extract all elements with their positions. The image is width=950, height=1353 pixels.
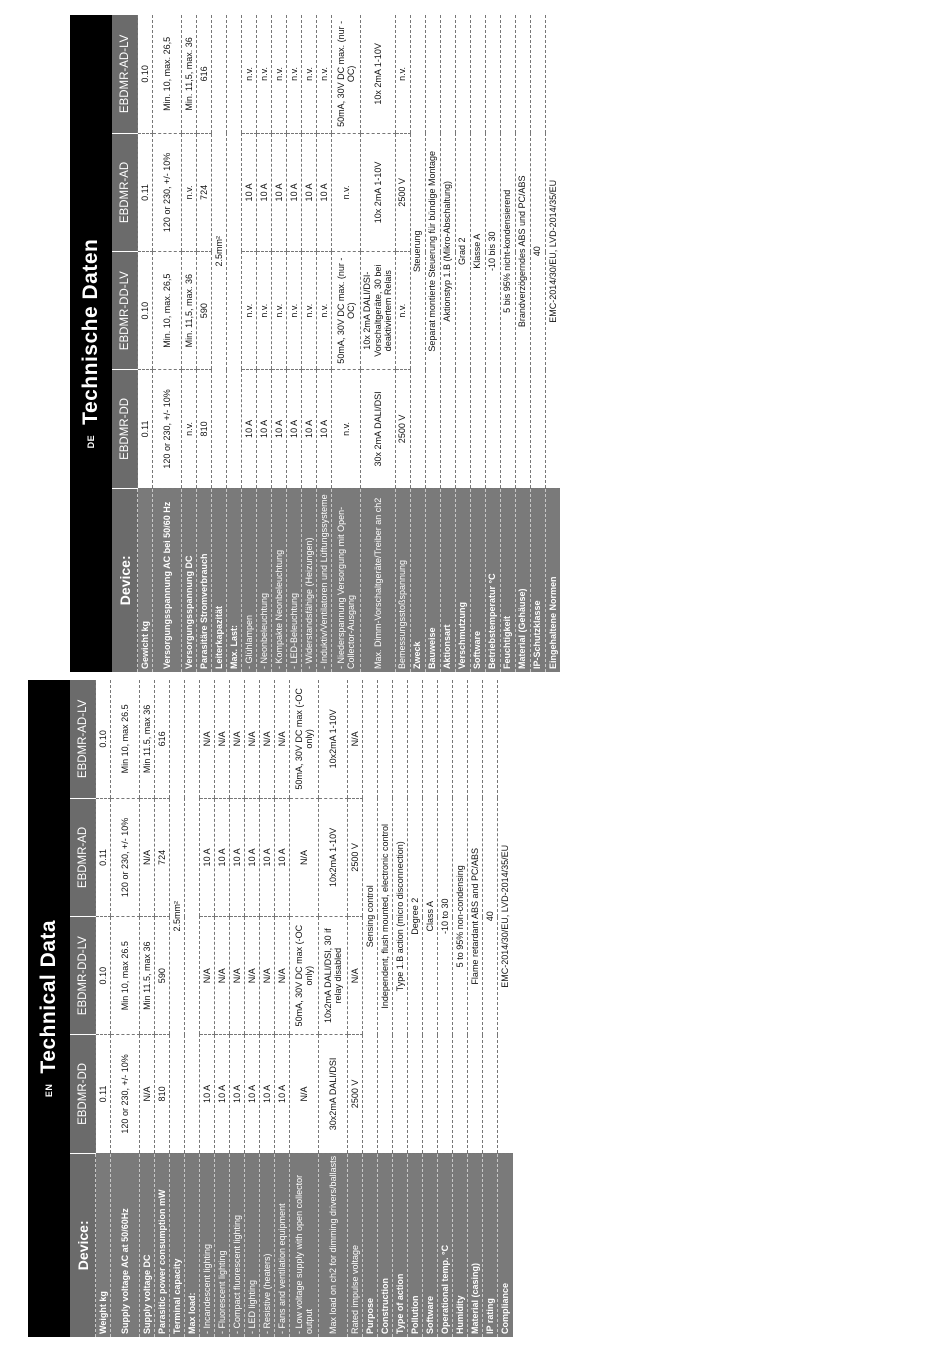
table-row [257, 15, 272, 672]
value-cell: 120 or 230, +/- 10% [153, 133, 182, 251]
spanning-value-cell: Steuerung [410, 15, 425, 488]
row-label: - Kompakte Neonbeleuchtung [272, 488, 287, 672]
value-cell: N/A [260, 917, 275, 1035]
value-cell: Min 10, max 26.5 [111, 917, 140, 1035]
row-label: Bemessungsstoßspannung [395, 488, 410, 672]
value-cell: 30x2mA DALI/DSI [319, 1035, 348, 1153]
value-cell: Min. 11,5, max. 36 [182, 15, 197, 133]
value-cell: N/A [275, 680, 290, 798]
value-cell: N/A [140, 1035, 155, 1153]
value-cell: 10 A [260, 798, 275, 916]
value-cell: N/A [215, 917, 230, 1035]
banner [70, 15, 112, 672]
spanning-value-cell: Sensing control [363, 680, 378, 1153]
value-cell: n.v. [182, 133, 197, 251]
row-label: Construction [378, 1153, 393, 1337]
value-cell: N/A [348, 917, 363, 1035]
spanning-value-cell: 5 to 95% non-condensing [453, 680, 468, 1153]
value-cell: 616 [155, 680, 170, 798]
table-row [96, 680, 111, 1337]
value-cell: 2500 V [348, 798, 363, 916]
value-cell: 10 A [215, 1035, 230, 1153]
value-cell: 50mA, 30V DC max (-OC only) [290, 680, 319, 798]
value-cell: Min. 10, max. 26,5 [153, 15, 182, 133]
row-label: - Fans and ventilation equipment [275, 1153, 290, 1337]
value-cell: 0.10 [96, 680, 111, 798]
spanning-value-cell: EMC-2014/30/EU, LVD-2014/35/EU [498, 680, 513, 1153]
value-cell: Min. 11,5, max. 36 [182, 252, 197, 370]
table-row [332, 15, 361, 672]
value-cell: Min. 10, max. 26,5 [153, 252, 182, 370]
table-row [363, 680, 378, 1337]
table-row [302, 15, 317, 672]
row-label: Versorgungsspannung AC bei 50/60 Hz [153, 488, 182, 672]
header-row [70, 680, 96, 1337]
table-row [408, 680, 423, 1337]
value-cell: n.v. [257, 15, 272, 133]
value-cell: 590 [197, 252, 212, 370]
row-label: Software [423, 1153, 438, 1337]
table-row [245, 680, 260, 1337]
value-cell: n.v. [287, 15, 302, 133]
row-label: IP-Schutzklasse [530, 488, 545, 672]
table-row [153, 15, 182, 672]
row-label: Purpose [363, 1153, 378, 1337]
row-label: Leiterkapazität [212, 488, 227, 672]
value-cell: n.v. [272, 252, 287, 370]
spanning-value-cell: EMC-2014/30/EU, LVD-2014/35/EU [545, 15, 560, 488]
value-cell: 10 A [317, 370, 332, 488]
value-cell: 50mA, 30V DC max. (nur -OC) [332, 252, 361, 370]
row-label: Material (casing) [468, 1153, 483, 1337]
value-cell: 10 A [200, 1035, 215, 1153]
value-cell: 10 A [257, 370, 272, 488]
table-row [230, 680, 245, 1337]
value-cell: 10 A [257, 133, 272, 251]
spanning-value-cell: Separat montierte Steuerung für bündige Montage [425, 15, 440, 488]
spanning-value-cell: 5 bis 95% nicht-kondensierend [500, 15, 515, 488]
table-row [170, 680, 185, 1337]
banner [28, 680, 70, 1337]
row-label: Max. Dimm-Vorschaltgeräte/Treiber an ch2 [361, 488, 396, 672]
value-cell: 10x 2mA DALI/DSI-Vorschaltgeräte, 30 bei deaktiviertem Relais [361, 252, 396, 370]
row-label: Aktionsart [440, 488, 455, 672]
value-cell: 10x 2mA 1-10V [361, 15, 396, 133]
value-cell: 2500 V [395, 370, 410, 488]
row-label: Eingehaltene Normen [545, 488, 560, 672]
table-row [455, 15, 470, 672]
value-cell: N/A [230, 917, 245, 1035]
row-label: Supply voltage AC at 50/60Hz [111, 1153, 140, 1337]
table-row [319, 680, 348, 1337]
table-row [111, 680, 140, 1337]
table-row [242, 15, 257, 672]
empty-cell [227, 15, 242, 488]
row-label: Gewicht kg [138, 488, 153, 672]
value-cell: N/A [245, 680, 260, 798]
table-row [290, 680, 319, 1337]
model-header: EBDMR-AD-LV [70, 680, 96, 798]
row-label: Software [470, 488, 485, 672]
model-header: EBDMR-AD-LV [112, 15, 138, 133]
value-cell: n.v. [257, 252, 272, 370]
row-label: Supply voltage DC [140, 1153, 155, 1337]
row-label: - Neonbeleuchtung [257, 488, 272, 672]
table-row [438, 680, 453, 1337]
table-row [348, 680, 363, 1337]
value-cell: 10 A [302, 370, 317, 488]
spanning-value-cell: 40 [530, 15, 545, 488]
row-label: Weight kg [96, 1153, 111, 1337]
spanning-value-cell: Type 1.B action (micro disconnection) [393, 680, 408, 1153]
table-row [485, 15, 500, 672]
value-cell: 50mA, 30V DC max (-OC only) [290, 917, 319, 1035]
table-row [227, 15, 242, 672]
value-cell: 2500 V [395, 133, 410, 251]
value-cell: 10x2mA DALI/DSI, 30 if relay disabled [319, 917, 348, 1035]
value-cell: 616 [197, 15, 212, 133]
empty-cell [185, 680, 200, 1153]
row-label: - Low voltage supply with open collector output [290, 1153, 319, 1337]
value-cell: 10 A [272, 133, 287, 251]
row-label: Rated impulse voltage [348, 1153, 363, 1337]
table-row [361, 15, 396, 672]
table-row [453, 680, 468, 1337]
value-cell: n.v. [182, 370, 197, 488]
value-cell: n.v. [272, 15, 287, 133]
value-cell: 0.11 [96, 798, 111, 916]
table-row [410, 15, 425, 672]
spanning-value-cell: Aktionstyp 1.B (Mikro-Abschaltung) [440, 15, 455, 488]
spanning-value-cell: Degree 2 [408, 680, 423, 1153]
row-label: - Resistive (heaters) [260, 1153, 275, 1337]
spanning-value-cell: -10 bis 30 [485, 15, 500, 488]
spanning-value-cell: Independent, flush mounted, electronic control [378, 680, 393, 1153]
value-cell: N/A [140, 798, 155, 916]
row-label: - LED lighting [245, 1153, 260, 1337]
value-cell: n.v. [317, 252, 332, 370]
model-header: EBDMR-DD-LV [112, 252, 138, 370]
spanning-value-cell: Grad 2 [455, 15, 470, 488]
spanning-value-cell: Klasse A [470, 15, 485, 488]
value-cell: 810 [155, 1035, 170, 1153]
value-cell: N/A [245, 917, 260, 1035]
row-label: Type of action [393, 1153, 408, 1337]
table-row [378, 680, 393, 1337]
value-cell: n.v. [317, 15, 332, 133]
value-cell: n.v. [395, 15, 410, 133]
value-cell: 10 A [230, 1035, 245, 1153]
value-cell: 10x2mA 1-10V [319, 798, 348, 916]
value-cell: 0.10 [96, 917, 111, 1035]
table-row [515, 15, 530, 672]
table-row [200, 680, 215, 1337]
value-cell: N/A [290, 798, 319, 916]
value-cell: N/A [230, 680, 245, 798]
value-cell: 590 [155, 917, 170, 1035]
value-cell: 120 or 230, +/- 10% [111, 798, 140, 916]
device-header: Device: [70, 1153, 96, 1337]
model-header: EBDMR-DD [112, 370, 138, 488]
spanning-value-cell: Class A [423, 680, 438, 1153]
row-label: Verschmutzung [455, 488, 470, 672]
value-cell: 10 A [242, 133, 257, 251]
value-cell: N/A [200, 680, 215, 798]
table-row [215, 680, 230, 1337]
table-row [185, 680, 200, 1337]
value-cell: 2500 V [348, 1035, 363, 1153]
spanning-value-cell: Flame retardant ABS and PC/ABS [468, 680, 483, 1153]
table-row [287, 15, 302, 672]
device-header: Device: [112, 488, 138, 672]
spanning-value-cell: -10 to 30 [438, 680, 453, 1153]
value-cell: 724 [155, 798, 170, 916]
row-label: Feuchtigkeit [500, 488, 515, 672]
value-cell: 10x 2mA 1-10V [361, 133, 396, 251]
value-cell: n.v. [332, 133, 361, 251]
row-label: - Fluorescent lighting [215, 1153, 230, 1337]
spec-table [70, 680, 513, 1337]
value-cell: 120 or 230, +/- 10% [111, 1035, 140, 1153]
value-cell: 10x2mA 1-10V [319, 680, 348, 798]
model-header: EBDMR-AD [70, 798, 96, 916]
value-cell: N/A [200, 917, 215, 1035]
value-cell: 0.10 [138, 252, 153, 370]
row-label: Max. Last: [227, 488, 242, 672]
table-row [500, 15, 515, 672]
row-label: IP rating [483, 1153, 498, 1337]
value-cell: 50mA, 30V DC max. (nur -OC) [332, 15, 361, 133]
row-label: Max load on ch2 for dimming drivers/ballasts [319, 1153, 348, 1337]
value-cell: N/A [215, 680, 230, 798]
value-cell: 810 [197, 370, 212, 488]
sheet-german-content [70, 15, 700, 672]
value-cell: n.v. [395, 252, 410, 370]
value-cell: 0.11 [138, 133, 153, 251]
row-label: Compliance [498, 1153, 513, 1337]
table-row [317, 15, 332, 672]
row-label: Betriebstemperatur °C [485, 488, 500, 672]
value-cell: n.v. [332, 370, 361, 488]
spanning-value-cell: 2.5mm² [212, 15, 227, 488]
row-label: Zweck [410, 488, 425, 672]
value-cell: N/A [275, 917, 290, 1035]
language-code: EN [44, 1083, 54, 1098]
value-cell: N/A [348, 680, 363, 798]
row-label: Versorgungsspannung DC [182, 488, 197, 672]
value-cell: 724 [197, 133, 212, 251]
model-header: EBDMR-DD-LV [70, 917, 96, 1035]
value-cell: Min 11.5, max 36 [140, 680, 155, 798]
row-label: Max load: [185, 1153, 200, 1337]
row-label: - Widerstandsfähige (Heizungen) [302, 488, 317, 672]
value-cell: n.v. [302, 252, 317, 370]
row-label: Parasitäre Stromverbrauch [197, 488, 212, 672]
table-row [545, 15, 560, 672]
table-row [275, 680, 290, 1337]
table-row [140, 680, 155, 1337]
row-label: - Incandescent lighting [200, 1153, 215, 1337]
header-row [112, 15, 138, 672]
row-label: - Niederspannung Versorgung mit Open-Collector-Ausgang [332, 488, 361, 672]
value-cell: 10 A [245, 798, 260, 916]
value-cell: 0.11 [96, 1035, 111, 1153]
value-cell: 10 A [230, 798, 245, 916]
table-row [530, 15, 545, 672]
value-cell: 30x 2mA DALI/DSI [361, 370, 396, 488]
spec-table [112, 15, 560, 672]
table-row [182, 15, 197, 672]
value-cell: n.v. [287, 252, 302, 370]
table-row [423, 680, 438, 1337]
value-cell: 10 A [275, 1035, 290, 1153]
row-label: Operational temp. °C [438, 1153, 453, 1337]
row-label: Pollution [408, 1153, 423, 1337]
row-label: Humidity [453, 1153, 468, 1337]
table-row [393, 680, 408, 1337]
language-code: DE [86, 434, 96, 449]
value-cell: 10 A [200, 798, 215, 916]
value-cell: 0.11 [138, 370, 153, 488]
value-cell: N/A [260, 680, 275, 798]
value-cell: 10 A [260, 1035, 275, 1153]
table-row [212, 15, 227, 672]
model-header: EBDMR-AD [112, 133, 138, 251]
value-cell: 10 A [215, 798, 230, 916]
table-row [395, 15, 410, 672]
value-cell: 10 A [317, 133, 332, 251]
value-cell: 10 A [275, 798, 290, 916]
value-cell: N/A [290, 1035, 319, 1153]
row-label: - Induktiv/Ventilatoren und Lüftungssysteme [317, 488, 332, 672]
value-cell: n.v. [242, 252, 257, 370]
row-label: - LED-Beleuchtung [287, 488, 302, 672]
row-label: Material (Gehäuse) [515, 488, 530, 672]
value-cell: Min 11.5, max 36 [140, 917, 155, 1035]
table-row [498, 680, 513, 1337]
table-row [425, 15, 440, 672]
table-row [272, 15, 287, 672]
value-cell: Min 10, max 26.5 [111, 680, 140, 798]
sheet-german [70, 15, 700, 672]
sheet-english-content [28, 680, 653, 1337]
row-label: Parasitic power consumption mW [155, 1153, 170, 1337]
value-cell: n.v. [242, 15, 257, 133]
sheet-title: Technical Data [37, 919, 60, 1074]
value-cell: 10 A [287, 133, 302, 251]
value-cell: 10 A [245, 1035, 260, 1153]
spanning-value-cell: 40 [483, 680, 498, 1153]
table-row [138, 15, 153, 672]
value-cell: 10 A [287, 370, 302, 488]
table-row [260, 680, 275, 1337]
spanning-value-cell: Brandverzögerndes ABS und PC/ABS [515, 15, 530, 488]
row-label: - Glühlampen [242, 488, 257, 672]
table-row [155, 680, 170, 1337]
value-cell: 10 A [242, 370, 257, 488]
model-header: EBDMR-DD [70, 1035, 96, 1153]
row-label: - Compact fluorescent lighting [230, 1153, 245, 1337]
row-label: Bauweise [425, 488, 440, 672]
value-cell: 10 A [302, 133, 317, 251]
table-row [197, 15, 212, 672]
table-row [440, 15, 455, 672]
table-row [483, 680, 498, 1337]
value-cell: n.v. [302, 15, 317, 133]
table-row [468, 680, 483, 1337]
value-cell: 120 or 230, +/- 10% [153, 370, 182, 488]
value-cell: 10 A [272, 370, 287, 488]
table-row [470, 15, 485, 672]
spanning-value-cell: 2.5mm² [170, 680, 185, 1153]
row-label: Terminal capacity [170, 1153, 185, 1337]
sheet-title: Technische Daten [79, 238, 102, 425]
value-cell: 0.10 [138, 15, 153, 133]
sheet-english [28, 680, 653, 1337]
